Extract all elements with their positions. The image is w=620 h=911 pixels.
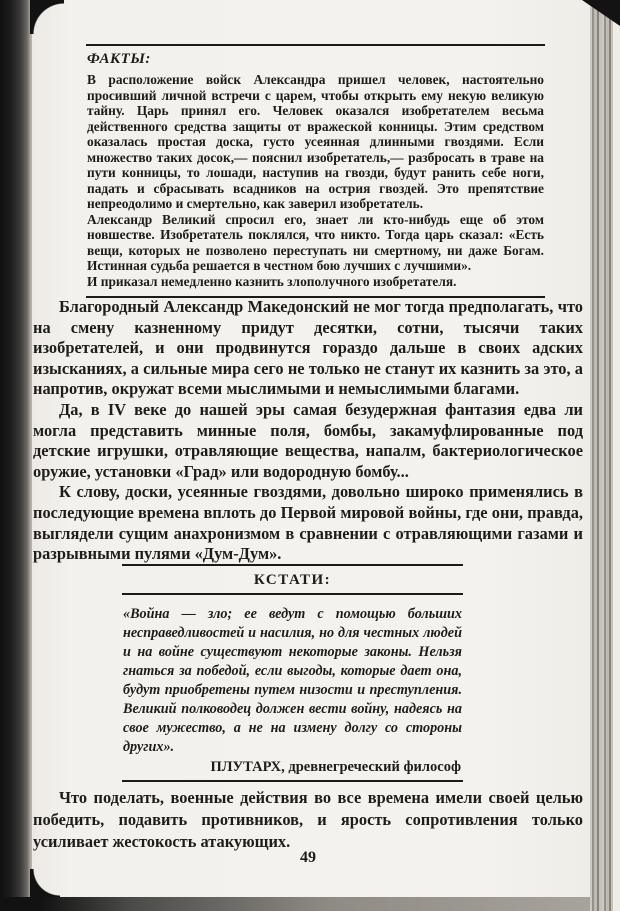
facts-box [86, 44, 545, 298]
binding-shadow [0, 0, 32, 911]
facts-box-title: ФАКТЫ: [87, 51, 151, 67]
body-paragraph: Благородный Александр Македонский не мог тогда предполагать, что на смену казненному придут десятки, сотни, тысячи таких изобретателей, и они продвинутся гораздо дальше в своих адских изысканиях, а сильные мира сего не только не станут их казнить за это, а напротив, окружат всеми мыслимыми и немыслимыми благами. [33, 297, 583, 399]
facts-paragraph: Александр Великий спросил его, знает ли кто-нибудь еще об этом новшестве. Изобретатель поклялся, что никто. Тогда царь сказал: «Есть вещи, которых не позволено переступать ни смертному, ни даже Богам. Истинная судьба решается в честном бою лучших с лучшими». [87, 211, 544, 273]
page-edge-sliver [613, 0, 620, 911]
aside-box-title: КСТАТИ: [122, 566, 463, 595]
scan-bottom-edge [0, 897, 620, 911]
facts-paragraph: И приказал немедленно казнить злополучного изобретателя. [87, 273, 457, 289]
page-corner-top-left [30, 0, 64, 34]
page-corner-bottom-left [30, 869, 60, 899]
body-paragraph: Да, в IV веке до нашей эры самая безудержная фантазия едва ли могла представить минные поля, бомбы, закамуфлированные под детские игрушки, отравляющие вещества, напалм, бактериологическое оружие, установки «Град» или водородную бомбу... [33, 399, 583, 481]
closing-paragraph: Что поделать, военные действия во все времена имели своей целью победить, подавить противников, и ярость сопротивления только усиливает жестокость атакующих. [33, 788, 583, 851]
facts-paragraph: В расположение войск Александра пришел человек, настоятельно просивший личной встречи с царем, чтобы открыть ему некую великую тайну. Царь принял его. Человек оказался изобретателем весьма действенного средства защиты от вражеской конницы. Этим средством оказалась простая доска, густо усеянная длинными гвоздями. Если множество таких досок,— пояснил изобретатель,— разбросать в траве на пути конницы, то лошади, наступив на гвозди, будут ранить себе ноги, падать и сбрасывать всадников на острия гвоздей. Это препятствие непреодолимо и смертельно, как заверил изобретатель. [87, 72, 544, 211]
quote-text: «Война — зло; ее ведут с помощью больших несправедливостей и насилия, но для честных людей и на войне существуют некоторые законы. Нельзя гнаться за победой, если выгоды, которые дает она, будут приобретены путем низости и преступления. Великий полководец должен вести войну, надеясь на свое мужество, а не на измену долгу со стороны других». [123, 606, 462, 755]
body-text [33, 297, 583, 565]
aside-box [122, 564, 463, 782]
page-number: 49 [300, 849, 316, 866]
quote-attribution: ПЛУТАРХ, древнегреческий философ [210, 759, 461, 775]
page-stack-edges [590, 0, 613, 911]
body-paragraph: К слову, доски, усеянные гвоздями, довольно широко применялись в последующие времена вплоть до Первой мировой войны, где они, правда, выглядели сущим анахронизмом в сравнении с отравляющими газами и разрывными пулями «Дум-Дум». [33, 482, 583, 564]
